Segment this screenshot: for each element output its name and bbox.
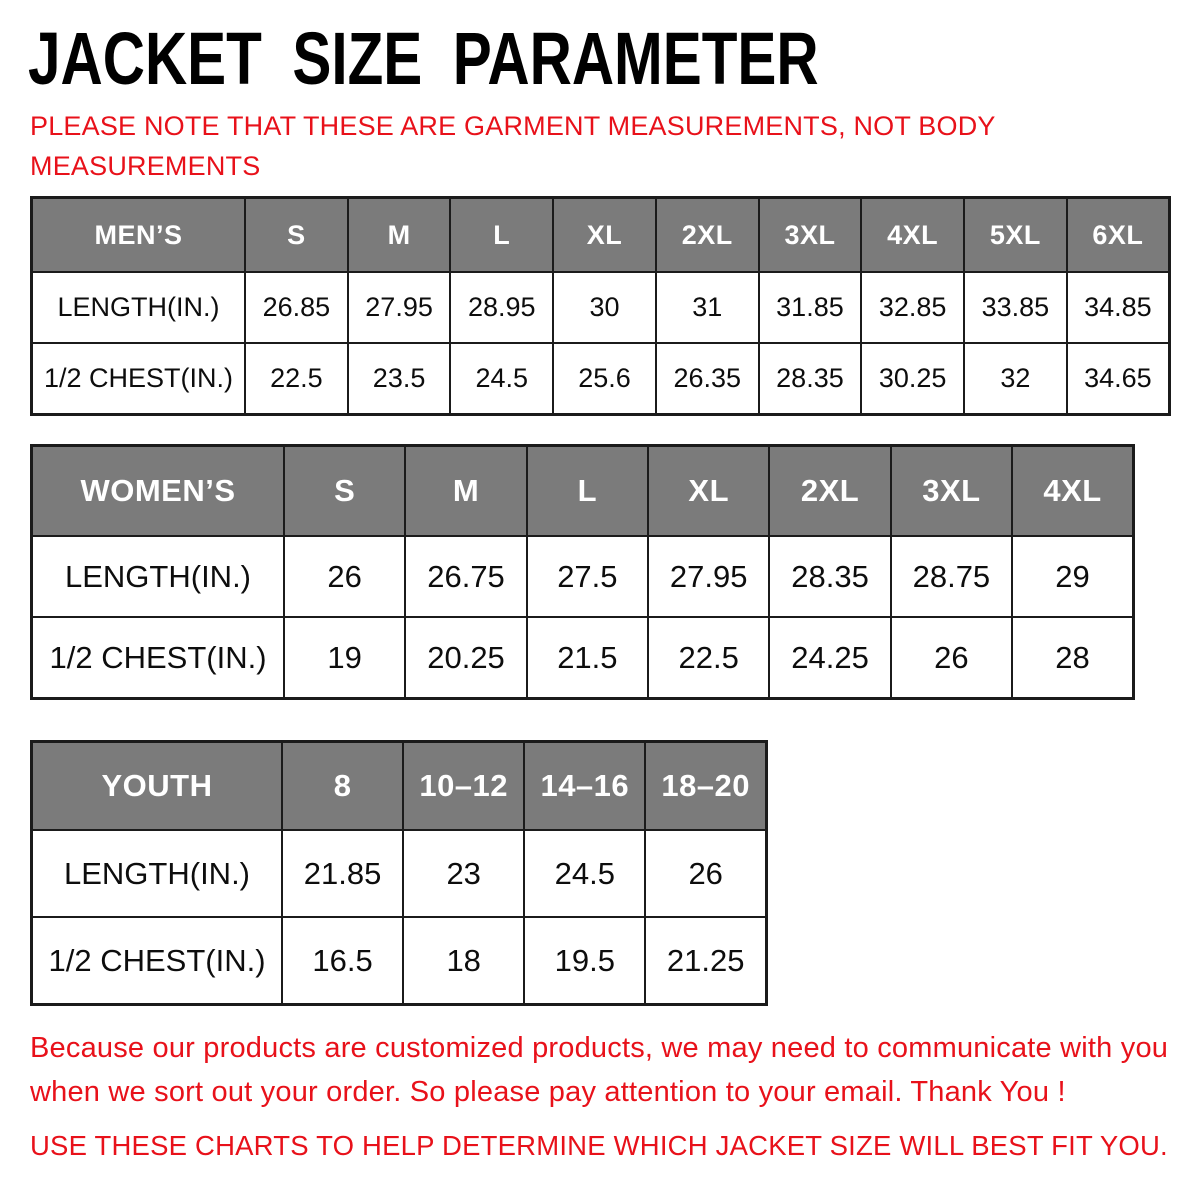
size-value-cell: 26.75: [405, 536, 526, 617]
size-value-cell: 32.85: [861, 272, 964, 343]
size-value-cell: 28: [1012, 617, 1133, 699]
row-label-cell: 1/2 CHEST(IN.): [32, 617, 285, 699]
size-value-cell: 24.5: [450, 343, 553, 415]
size-header-cell: M: [348, 198, 451, 273]
row-label-cell: LENGTH(IN.): [32, 272, 246, 343]
size-table: [30, 740, 768, 1006]
size-value-cell: 19: [284, 617, 405, 699]
customization-notice: [30, 1026, 1168, 1114]
group-name-cell: WOMEN’S: [32, 446, 285, 537]
size-value-cell: 22.5: [245, 343, 348, 415]
size-header-cell: 6XL: [1067, 198, 1170, 273]
measurement-row: [32, 343, 1170, 415]
size-value-cell: 27.5: [527, 536, 648, 617]
size-value-cell: 27.95: [648, 536, 769, 617]
size-value-cell: 28.95: [450, 272, 553, 343]
size-header-cell: 5XL: [964, 198, 1067, 273]
size-header-cell: 4XL: [861, 198, 964, 273]
size-value-cell: 22.5: [648, 617, 769, 699]
size-value-cell: 24.25: [769, 617, 890, 699]
size-value-cell: 27.95: [348, 272, 451, 343]
group-name-cell: MEN’S: [32, 198, 246, 273]
size-value-cell: 29: [1012, 536, 1133, 617]
size-header-cell: 4XL: [1012, 446, 1133, 537]
size-header-cell: 2XL: [769, 446, 890, 537]
size-value-cell: 28.35: [769, 536, 890, 617]
measurement-row: [32, 917, 767, 1005]
size-value-cell: 26.35: [656, 343, 759, 415]
size-value-cell: 25.6: [553, 343, 656, 415]
mens-size-table: [30, 196, 1171, 416]
size-value-cell: 23: [403, 830, 524, 917]
note-line-1: PLEASE NOTE THAT THESE ARE GARMENT MEASUREMENTS, NOT BODY: [30, 111, 996, 141]
size-value-cell: 30: [553, 272, 656, 343]
size-value-cell: 30.25: [861, 343, 964, 415]
customization-notice-line-1: Because our products are customized products, we may need to communicate with you: [30, 1032, 1169, 1064]
group-name-cell: YOUTH: [32, 742, 283, 831]
page-title: JACKET SIZE PARAMETER: [28, 17, 819, 100]
size-value-cell: 19.5: [524, 917, 645, 1005]
size-value-cell: 31: [656, 272, 759, 343]
size-table: [30, 444, 1135, 700]
size-header-cell: L: [450, 198, 553, 273]
measurement-row: [32, 617, 1134, 699]
size-value-cell: 32: [964, 343, 1067, 415]
customization-notice-line-2: when we sort out your order. So please pay attention to your email. Thank You !: [30, 1076, 1066, 1108]
size-header-cell: 2XL: [656, 198, 759, 273]
size-value-cell: 26: [891, 617, 1012, 699]
size-value-cell: 21.25: [645, 917, 766, 1005]
size-value-cell: 34.65: [1067, 343, 1170, 415]
size-value-cell: 18: [403, 917, 524, 1005]
size-header-row: [32, 198, 1170, 273]
size-header-cell: 3XL: [759, 198, 862, 273]
size-value-cell: 24.5: [524, 830, 645, 917]
row-label-cell: 1/2 CHEST(IN.): [32, 343, 246, 415]
youth-size-table: [30, 740, 768, 1006]
size-header-cell: XL: [648, 446, 769, 537]
size-header-row: [32, 446, 1134, 537]
size-header-cell: S: [245, 198, 348, 273]
size-header-cell: M: [405, 446, 526, 537]
size-header-cell: 14–16: [524, 742, 645, 831]
measurement-row: [32, 830, 767, 917]
size-header-cell: XL: [553, 198, 656, 273]
size-header-cell: L: [527, 446, 648, 537]
size-value-cell: 21.5: [527, 617, 648, 699]
row-label-cell: LENGTH(IN.): [32, 830, 283, 917]
size-value-cell: 16.5: [282, 917, 403, 1005]
size-table: [30, 196, 1171, 416]
size-value-cell: 28.35: [759, 343, 862, 415]
measurement-row: [32, 536, 1134, 617]
size-header-cell: 10–12: [403, 742, 524, 831]
size-value-cell: 28.75: [891, 536, 1012, 617]
size-value-cell: 20.25: [405, 617, 526, 699]
row-label-cell: 1/2 CHEST(IN.): [32, 917, 283, 1005]
womens-size-table: [30, 444, 1135, 700]
measurement-row: [32, 272, 1170, 343]
size-header-cell: 18–20: [645, 742, 766, 831]
size-value-cell: 26: [284, 536, 405, 617]
chart-usage-instruction: USE THESE CHARTS TO HELP DETERMINE WHICH JACKET SIZE WILL BEST FIT YOU.: [30, 1130, 1168, 1161]
size-header-cell: S: [284, 446, 405, 537]
size-value-cell: 34.85: [1067, 272, 1170, 343]
size-value-cell: 33.85: [964, 272, 1067, 343]
size-value-cell: 21.85: [282, 830, 403, 917]
garment-measurement-note: [30, 106, 996, 186]
size-header-cell: 8: [282, 742, 403, 831]
note-line-2: MEASUREMENTS: [30, 151, 261, 181]
size-value-cell: 23.5: [348, 343, 451, 415]
size-value-cell: 26: [645, 830, 766, 917]
row-label-cell: LENGTH(IN.): [32, 536, 285, 617]
size-header-row: [32, 742, 767, 831]
size-value-cell: 31.85: [759, 272, 862, 343]
size-header-cell: 3XL: [891, 446, 1012, 537]
size-value-cell: 26.85: [245, 272, 348, 343]
